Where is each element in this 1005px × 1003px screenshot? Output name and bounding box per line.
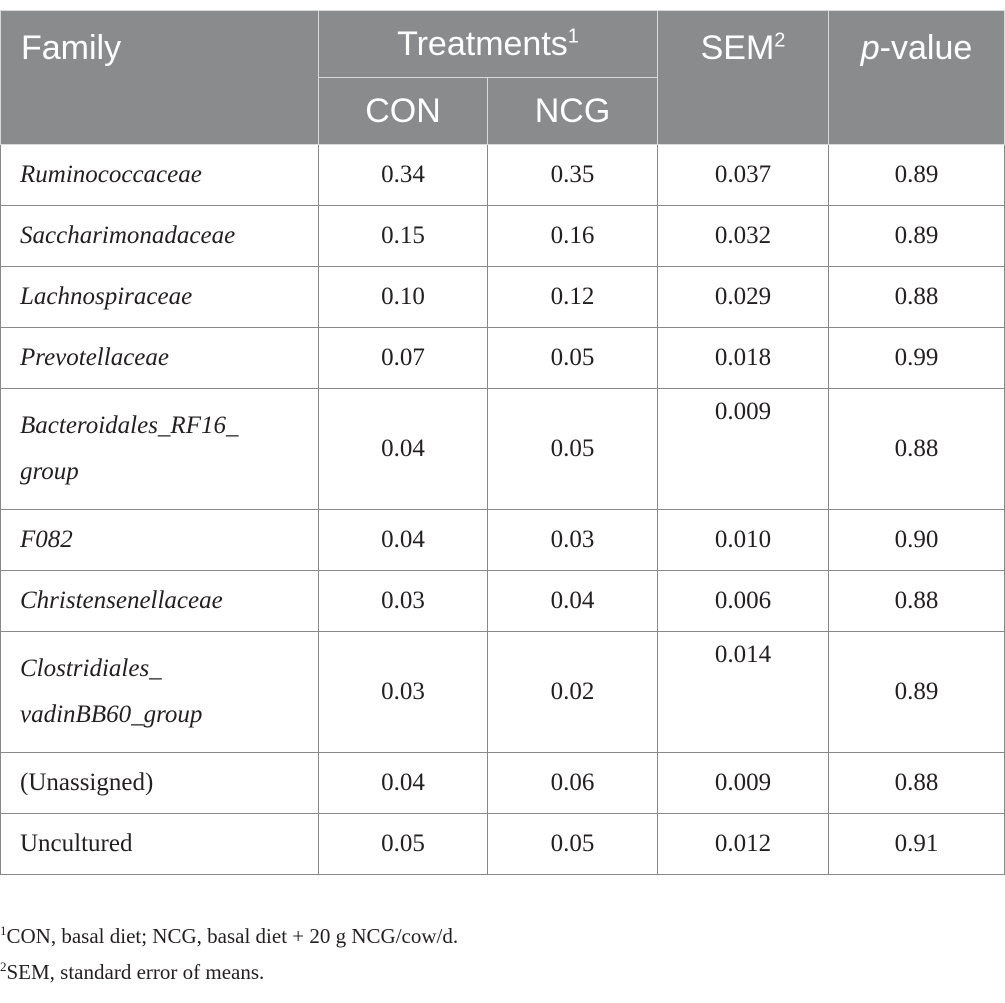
con-cell: 0.04: [319, 753, 488, 814]
con-cell: 0.07: [319, 328, 488, 389]
ncg-cell: 0.16: [488, 206, 658, 267]
header-row-1: [1, 11, 1005, 78]
header-con: CON: [319, 78, 488, 145]
sem-cell: 0.006: [658, 571, 829, 632]
family-cell: [1, 632, 319, 753]
family-line-2: group: [20, 458, 79, 485]
family-line-1: Bacteroidales_RF16_: [20, 412, 239, 439]
table-row: [1, 753, 1005, 814]
sem-cell: 0.018: [658, 328, 829, 389]
p-value-cell: 0.89: [829, 632, 1005, 753]
p-value-cell: 0.88: [829, 571, 1005, 632]
ncg-cell: 0.12: [488, 267, 658, 328]
treatments-footnote-mark: 1: [567, 25, 579, 48]
table-row: [1, 206, 1005, 267]
con-cell: 0.04: [319, 389, 488, 510]
p-value-cell: 0.89: [829, 145, 1005, 206]
footnote-1-text: CON, basal diet; NCG, basal diet + 20 g NCG/cow/d.: [6, 924, 459, 948]
con-cell: 0.04: [319, 510, 488, 571]
table-header: [1, 11, 1005, 145]
header-treatments: Treatments$^1$: [319, 11, 658, 78]
header-family: Family: [1, 11, 319, 145]
family-cell: [1, 389, 319, 510]
footnote-2: [0, 960, 264, 985]
sem-value: 0.014: [714, 641, 772, 668]
sem-footnote-mark: 2: [774, 29, 786, 52]
family-cell: Prevotellaceae: [1, 328, 319, 389]
con-cell: 0.15: [319, 206, 488, 267]
family-cell: (Unassigned): [1, 753, 319, 814]
table-row: [1, 267, 1005, 328]
table-row: [1, 571, 1005, 632]
p-value-cell: 0.89: [829, 206, 1005, 267]
table-row: [1, 389, 1005, 510]
family-line-1: Clostridiales_: [20, 655, 162, 682]
table-row: [1, 510, 1005, 571]
sem-cell: 0.009: [658, 753, 829, 814]
sem-cell: 0.029: [658, 267, 829, 328]
sem-cell: 0.010: [658, 510, 829, 571]
ncg-cell: 0.04: [488, 571, 658, 632]
family-cell: Saccharimonadaceae: [1, 206, 319, 267]
footnote-2-mark: 2: [0, 959, 7, 974]
sem-cell: [658, 632, 829, 753]
footnote-1-mark: 1: [0, 923, 7, 938]
ncg-cell: 0.35: [488, 145, 658, 206]
p-value-cell: 0.99: [829, 328, 1005, 389]
family-line-2: vadinBB60_group: [20, 701, 203, 728]
ncg-cell: 0.05: [488, 814, 658, 875]
header-sem: SEM$^2$: [658, 11, 829, 145]
family-cell: Ruminococcaceae: [1, 145, 319, 206]
p-value-cell: 0.88: [829, 753, 1005, 814]
ncg-cell: 0.02: [488, 632, 658, 753]
con-cell: 0.05: [319, 814, 488, 875]
ncg-cell: 0.05: [488, 389, 658, 510]
sem-cell: 0.037: [658, 145, 829, 206]
con-cell: 0.03: [319, 571, 488, 632]
p-value-cell: 0.88: [829, 267, 1005, 328]
p-value-cell: 0.88: [829, 389, 1005, 510]
con-cell: 0.10: [319, 267, 488, 328]
family-cell: Lachnospiraceae: [1, 267, 319, 328]
table-row: [1, 328, 1005, 389]
ncg-cell: 0.05: [488, 328, 658, 389]
family-cell: Christensenellaceae: [1, 571, 319, 632]
sem-value: 0.009: [714, 398, 772, 425]
sem-cell: [658, 389, 829, 510]
header-p-value: p-value: [829, 11, 1005, 145]
data-table: [0, 10, 1005, 875]
table-row: [1, 145, 1005, 206]
footnote-1: [0, 924, 458, 949]
con-cell: 0.03: [319, 632, 488, 753]
p-value-cell: 0.91: [829, 814, 1005, 875]
table-row: [1, 814, 1005, 875]
family-cell: F082: [1, 510, 319, 571]
table-body: [1, 145, 1005, 875]
ncg-cell: 0.06: [488, 753, 658, 814]
ncg-cell: 0.03: [488, 510, 658, 571]
family-cell: Uncultured: [1, 814, 319, 875]
sem-cell: 0.032: [658, 206, 829, 267]
sem-cell: 0.012: [658, 814, 829, 875]
header-ncg: NCG: [488, 78, 658, 145]
table-row: [1, 632, 1005, 753]
con-cell: 0.34: [319, 145, 488, 206]
footnote-2-text: SEM, standard error of means.: [6, 960, 265, 984]
p-value-cell: 0.90: [829, 510, 1005, 571]
